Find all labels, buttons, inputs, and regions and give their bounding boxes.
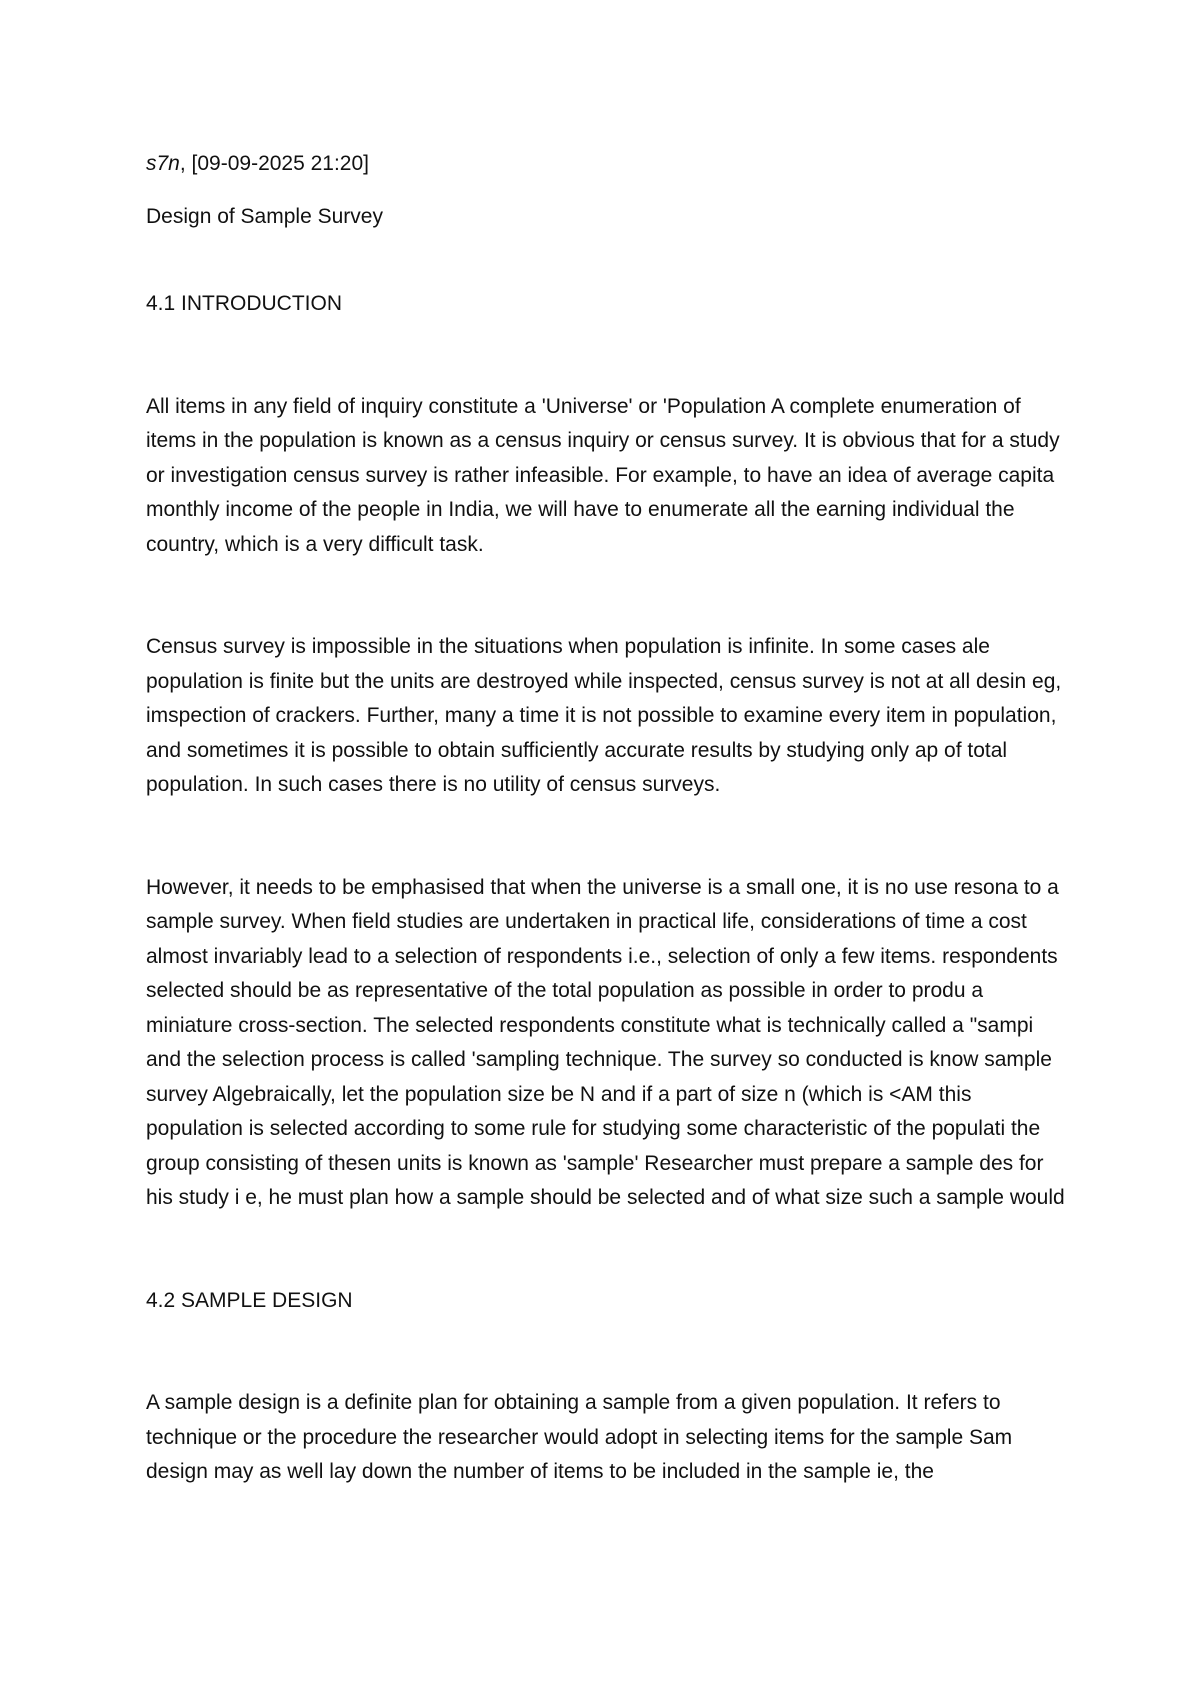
paragraph: All items in any field of inquiry constitute a 'Universe' or 'Population A complete enumeration of items in the population is known as a census inquiry or census survey. It is obvious that for a study or investigation census survey is rather infeasible. For example, to have an idea of average capita monthly income of the people in India, we will have to enumerate all the earning individual the country, which is a very difficult task. — [146, 394, 1060, 556]
section-sample-design — [146, 1284, 1071, 1490]
paragraph: A sample design is a definite plan for obtaining a sample from a given population. It refers to technique or the procedure the researcher would adopt in selecting items for the sample Sam design may as well lay down the number of items to be included in the sample ie, the — [146, 1391, 1013, 1483]
section-heading: 4.1 INTRODUCTION — [146, 292, 343, 315]
section-introduction — [146, 287, 1071, 1216]
sender-author: s7n — [146, 152, 180, 175]
spacer — [146, 1318, 1071, 1386]
document-body — [146, 147, 1071, 1490]
message-header — [146, 147, 1071, 182]
spacer — [146, 562, 1071, 630]
paragraph: Census survey is impossible in the situations when population is infinite. In some cases ale population is finite but the units are destroyed while inspected, census survey is not at all desin eg, imspection of crackers. Further, many a time it is not possible to examine every item in population, and sometimes it is possible to obtain sufficiently accurate results by studying only ap of total population. In such cases there is no utility of census surveys. — [146, 635, 1062, 796]
spacer — [146, 1216, 1071, 1284]
spacer — [146, 803, 1071, 871]
spacer — [146, 322, 1071, 390]
section-heading: 4.2 SAMPLE DESIGN — [146, 1288, 353, 1312]
document-title: Design of Sample Survey — [146, 204, 383, 228]
sender-timestamp: , [09-09-2025 21:20] — [179, 152, 370, 175]
paragraph: However, it needs to be emphasised that when the universe is a small one, it is no use resona to a sample survey. When field studies are undertaken in practical life, considerations of time a cost almost invariably lead to a selection of respondents i.e., selection of only a few items. respondents selected should be as representative of the total population as possible in order to produ a miniature cross-section. The selected respondents constitute what is technically called a "sampi and the selection process is called 'sampling technique. The survey so conducted is know sample survey Algebraically, let the population size be N and if a part of size n (which is <AM this population is selected according to some rule for studying some characteristic of the populati the group consisting of thesen units is known as 'sample' Researcher must prepare a sample des for his study i e, he must plan how a sample should be selected and of what size such a sample would — [146, 875, 1065, 1209]
spacer — [146, 234, 1071, 287]
